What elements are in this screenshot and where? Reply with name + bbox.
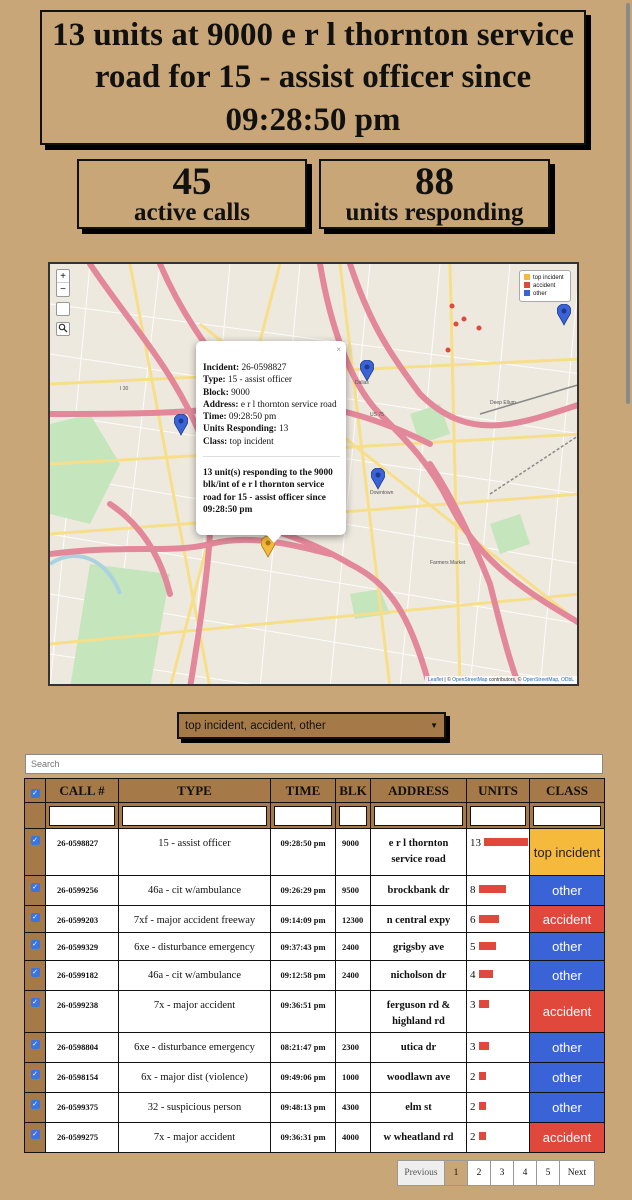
units-bar [479, 1072, 486, 1080]
units-count: 2 [470, 1101, 476, 1113]
legend-swatch-icon [524, 274, 530, 280]
units-bar [479, 885, 506, 893]
checkbox-checked-icon[interactable]: ✓ [32, 968, 38, 976]
units-cell [467, 906, 530, 933]
class-cell [530, 933, 605, 961]
call-number-cell: 26-0598154 [46, 1063, 119, 1093]
type-filter-input[interactable] [122, 806, 267, 826]
address-filter-input[interactable] [374, 806, 463, 826]
blue-map-pin-icon[interactable] [557, 304, 571, 326]
units-bar [479, 1102, 486, 1110]
time-cell: 09:28:50 pm [271, 829, 336, 876]
table-row[interactable] [25, 1123, 605, 1153]
table-row[interactable] [25, 1093, 605, 1123]
map-attribution: Leaflet | © OpenStreetMap contributors, © OpenStreetMap, ODbL [425, 676, 577, 684]
popup-row: Type: 15 - assist officer [203, 375, 293, 386]
units-count: 4 [470, 969, 476, 981]
table-row[interactable] [25, 961, 605, 991]
incident-popup [196, 341, 346, 535]
legend-item: other [524, 290, 566, 298]
units-bar [479, 1132, 486, 1140]
type-cell: 6xe - disturbance emergency [119, 1033, 271, 1063]
time-cell: 09:14:09 pm [271, 906, 336, 933]
units-count: 5 [470, 941, 476, 953]
table-row[interactable] [25, 933, 605, 961]
units-responding-stat [319, 159, 550, 229]
page-2-button[interactable]: 2 [467, 1160, 491, 1186]
class-label: other [552, 1100, 582, 1115]
map-search-button[interactable] [56, 322, 70, 336]
row-checkbox-cell[interactable] [25, 961, 46, 991]
call-number-cell: 26-0599203 [46, 906, 119, 933]
class-label: other [552, 1070, 582, 1085]
block-cell: 1000 [336, 1063, 371, 1093]
block-cell: 12300 [336, 906, 371, 933]
units-responding-count: 88 [415, 159, 454, 203]
class-cell [530, 876, 605, 906]
column-header-address[interactable]: ADDRESS [371, 779, 467, 803]
class-cell [530, 829, 605, 876]
incident-table [24, 778, 604, 1153]
table-row[interactable] [25, 1063, 605, 1093]
class-cell [530, 1033, 605, 1063]
osm-link-2[interactable]: OpenStreetMap [522, 677, 559, 683]
table-body [25, 829, 605, 1153]
block-cell: 9000 [336, 829, 371, 876]
map-label: I 30 [120, 386, 129, 392]
call-number-cell: 26-0599182 [46, 961, 119, 991]
units-bar [479, 942, 496, 950]
popup-row: Units Responding: 13 [203, 424, 289, 435]
filter-cell [336, 803, 371, 829]
map-label: Downtown [370, 490, 394, 496]
row-checkbox-cell[interactable] [25, 1093, 46, 1123]
units-cell [467, 991, 530, 1033]
zoom-control [56, 269, 70, 297]
osm-link[interactable]: OpenStreetMap [452, 677, 488, 683]
call-number-cell: 26-0599275 [46, 1123, 119, 1153]
units-bar [479, 970, 493, 978]
popup-summary: 13 unit(s) responding to the 9000 blk/int of e r l thornton service road for 15 - assist officer since 09:28:50 pm [203, 468, 333, 515]
checkbox-checked-icon[interactable]: ✓ [32, 836, 38, 844]
page-1-button[interactable]: 1 [444, 1160, 468, 1186]
type-cell: 7xf - major accident freeway [119, 906, 271, 933]
units-count: 13 [470, 837, 481, 849]
checkbox-checked-icon[interactable]: ✓ [32, 883, 38, 891]
column-header-time[interactable]: TIME [271, 779, 336, 803]
units-cell [467, 1123, 530, 1153]
headline-text: 13 units at 9000 e r l thornton service road for 15 - assist officer since 09:28:50 pm [52, 17, 574, 138]
time-cell: 08:21:47 pm [271, 1033, 336, 1063]
class-filter-select[interactable] [177, 712, 446, 739]
blue-map-pin-icon[interactable] [360, 360, 374, 382]
block-cell: 4300 [336, 1093, 371, 1123]
units-cell [467, 876, 530, 906]
checkbox-checked-icon[interactable]: ✓ [32, 1070, 38, 1078]
search-input[interactable] [25, 754, 603, 774]
block-cell [336, 991, 371, 1033]
class-cell [530, 1063, 605, 1093]
checkbox-checked-icon[interactable]: ✓ [32, 940, 38, 948]
units-bar [484, 838, 528, 846]
units-cell [467, 1063, 530, 1093]
popup-divider [203, 456, 340, 457]
time-cell: 09:12:58 pm [271, 961, 336, 991]
popup-tip [265, 533, 283, 543]
filter-cell [46, 803, 119, 829]
pagination [398, 1160, 595, 1186]
type-cell: 7x - major accident [119, 1123, 271, 1153]
class-filter-input[interactable] [533, 806, 601, 826]
filter-cell [371, 803, 467, 829]
legend-item: accident [524, 282, 566, 290]
checkbox-checked-icon[interactable]: ✓ [32, 1040, 38, 1048]
map-label: US 75 [370, 412, 384, 418]
row-checkbox-cell[interactable] [25, 906, 46, 933]
address-cell: elm st [371, 1093, 467, 1123]
class-label: accident [542, 1004, 592, 1019]
address-cell: w wheatland rd [371, 1123, 467, 1153]
page-4-button[interactable]: 4 [513, 1160, 537, 1186]
time-filter-input[interactable] [274, 806, 332, 826]
units-count: 8 [470, 884, 476, 896]
row-checkbox-cell[interactable] [25, 1033, 46, 1063]
map-label: Deep Ellum [490, 400, 516, 406]
time-cell: 09:26:29 pm [271, 876, 336, 906]
column-header-blk[interactable]: BLK [336, 779, 371, 803]
call-number-cell: 26-0599256 [46, 876, 119, 906]
odbl-link[interactable]: ODbL [560, 677, 574, 683]
address-cell: nicholson dr [371, 961, 467, 991]
checkbox-checked-icon[interactable]: ✓ [32, 788, 38, 797]
row-checkbox-cell[interactable] [25, 991, 46, 1033]
units-filter-input[interactable] [470, 806, 526, 826]
page-5-button[interactable]: 5 [536, 1160, 560, 1186]
legend-item: top incident [524, 274, 566, 282]
table-row[interactable] [25, 829, 605, 876]
table-row[interactable] [25, 1033, 605, 1063]
address-cell: e r l thornton service road [371, 829, 467, 876]
address-cell: brockbank dr [371, 876, 467, 906]
popup-row: Address: e r l thornton service road [203, 399, 337, 410]
address-cell: woodlawn ave [371, 1063, 467, 1093]
legend-swatch-icon [524, 290, 530, 296]
type-cell: 7x - major accident [119, 991, 271, 1033]
type-cell: 6x - major dist (violence) [119, 1063, 271, 1093]
class-label: other [552, 939, 582, 954]
class-cell [530, 1093, 605, 1123]
search-icon [58, 323, 68, 333]
class-label: accident [542, 911, 592, 927]
class-cell [530, 991, 605, 1033]
blk-filter-input[interactable] [339, 806, 367, 826]
units-cell [467, 1093, 530, 1123]
units-cell [467, 933, 530, 961]
map-label: Dallas [355, 380, 369, 386]
row-checkbox-cell[interactable] [25, 1063, 46, 1093]
filter-cell [25, 803, 46, 829]
map-legend [519, 270, 571, 302]
block-cell: 2400 [336, 961, 371, 991]
table-row[interactable] [25, 991, 605, 1033]
units-bar [479, 915, 499, 923]
type-cell: 46a - cit w/ambulance [119, 961, 271, 991]
units-count: 2 [470, 1071, 476, 1083]
call-filter-input[interactable] [49, 806, 115, 826]
time-cell: 09:36:31 pm [271, 1123, 336, 1153]
active-calls-label: active calls [134, 199, 250, 227]
units-bar [479, 1000, 489, 1008]
units-cell [467, 829, 530, 876]
type-cell: 46a - cit w/ambulance [119, 876, 271, 906]
checkbox-checked-icon[interactable]: ✓ [32, 913, 38, 921]
zoom-out-button[interactable]: − [60, 284, 66, 295]
type-cell: 6xe - disturbance emergency [119, 933, 271, 961]
block-cell: 4000 [336, 1123, 371, 1153]
call-number-cell: 26-0599375 [46, 1093, 119, 1123]
call-number-cell: 26-0599238 [46, 991, 119, 1033]
previous-page-button[interactable]: Previous [397, 1160, 445, 1186]
column-header-type[interactable]: TYPE [119, 779, 271, 803]
table-row[interactable] [25, 876, 605, 906]
time-cell: 09:48:13 pm [271, 1093, 336, 1123]
active-calls-stat [77, 159, 307, 229]
popup-row: Class: top incident [203, 436, 274, 447]
map-label: Farmers Market [430, 560, 466, 566]
active-calls-count: 45 [172, 159, 212, 203]
class-label: accident [542, 1130, 592, 1145]
units-count: 3 [470, 999, 476, 1011]
select-all-header[interactable] [25, 779, 46, 803]
units-bar [479, 1042, 489, 1050]
time-cell: 09:49:06 pm [271, 1063, 336, 1093]
chevron-down-icon: ▼ [430, 721, 438, 730]
class-label: top incident [533, 844, 601, 860]
row-checkbox-cell[interactable] [25, 829, 46, 876]
leaflet-link[interactable]: Leaflet [427, 677, 443, 683]
address-cell: utica dr [371, 1033, 467, 1063]
row-checkbox-cell[interactable] [25, 1123, 46, 1153]
block-cell: 2400 [336, 933, 371, 961]
class-label: other [552, 968, 582, 983]
column-header-units[interactable]: UNITS [467, 779, 530, 803]
time-cell: 09:36:51 pm [271, 991, 336, 1033]
type-cell: 32 - suspicious person [119, 1093, 271, 1123]
units-count: 6 [470, 914, 476, 926]
map-blank-button[interactable] [56, 302, 70, 316]
block-cell: 9500 [336, 876, 371, 906]
type-cell: 15 - assist officer [119, 829, 271, 876]
class-label: other [552, 1040, 582, 1055]
filter-cell [119, 803, 271, 829]
class-cell [530, 961, 605, 991]
units-cell [467, 961, 530, 991]
units-responding-label: units responding [345, 199, 524, 227]
filter-cell [530, 803, 605, 829]
call-number-cell: 26-0599329 [46, 933, 119, 961]
column-header-call[interactable]: CALL # [46, 779, 119, 803]
table-row[interactable] [25, 906, 605, 933]
block-cell: 2300 [336, 1033, 371, 1063]
class-filter-value: top incident, accident, other [185, 719, 326, 732]
blue-map-pin-icon[interactable] [174, 414, 188, 436]
address-cell: grigsby ave [371, 933, 467, 961]
incident-map[interactable] [48, 262, 579, 686]
page-scrollbar[interactable] [626, 3, 630, 404]
blue-map-pin-icon[interactable] [371, 468, 385, 490]
popup-close-button[interactable]: × [336, 345, 341, 354]
popup-row: Incident: 26-0598827 [203, 363, 287, 373]
column-header-class[interactable]: CLASS [530, 779, 605, 803]
checkbox-checked-icon[interactable]: ✓ [32, 1100, 38, 1108]
units-cell [467, 1033, 530, 1063]
call-number-cell: 26-0598827 [46, 829, 119, 876]
next-page-button[interactable]: Next [559, 1160, 595, 1186]
class-label: other [552, 883, 582, 898]
page-3-button[interactable]: 3 [490, 1160, 514, 1186]
units-count: 2 [470, 1131, 476, 1143]
address-cell: ferguson rd & highland rd [371, 991, 467, 1033]
checkbox-checked-icon[interactable]: ✓ [32, 998, 38, 1006]
class-cell [530, 1123, 605, 1153]
units-count: 3 [470, 1041, 476, 1053]
class-cell [530, 906, 605, 933]
row-checkbox-cell[interactable] [25, 876, 46, 906]
zoom-in-button[interactable]: + [57, 270, 69, 283]
filter-cell [271, 803, 336, 829]
popup-row: Time: 09:28:50 pm [203, 412, 277, 423]
filter-cell [467, 803, 530, 829]
headline-banner [40, 10, 586, 145]
time-cell: 09:37:43 pm [271, 933, 336, 961]
checkbox-checked-icon[interactable]: ✓ [32, 1130, 38, 1138]
popup-row: Block: 9000 [203, 387, 250, 398]
legend-swatch-icon [524, 282, 530, 288]
address-cell: n central expy [371, 906, 467, 933]
row-checkbox-cell[interactable] [25, 933, 46, 961]
call-number-cell: 26-0598804 [46, 1033, 119, 1063]
